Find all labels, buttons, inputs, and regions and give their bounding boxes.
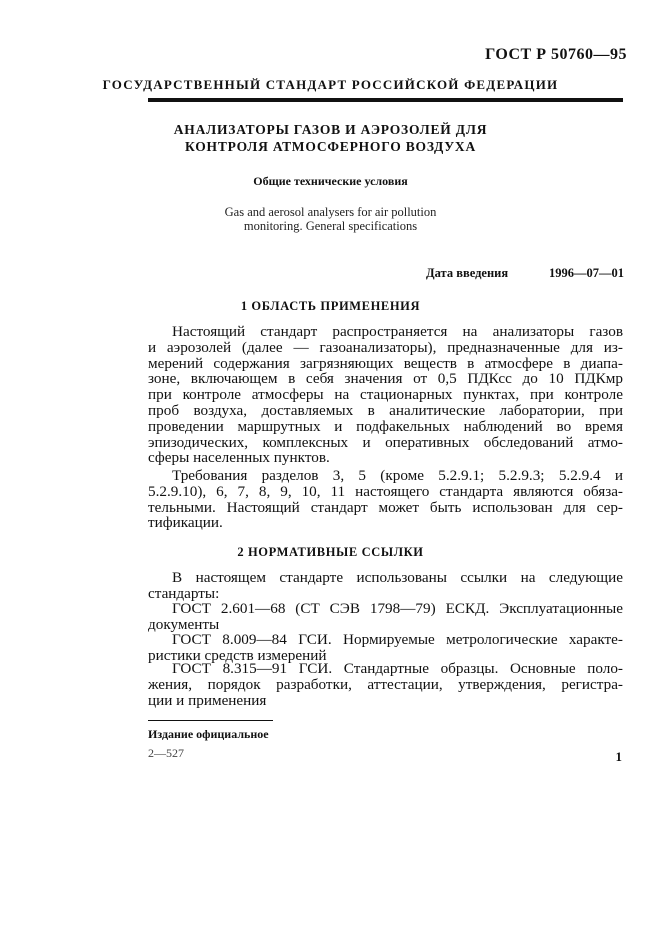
reference-gost-8-009	[148, 632, 623, 664]
text-line: сферы населенных пунктов.	[148, 449, 330, 467]
text-line: проб воздуха, доставляемых в аналитические лаборатории, при	[148, 401, 623, 419]
text-line: Настоящий стандарт распространяется на анализаторы газов	[172, 323, 623, 340]
text-line: мерений содержания загрязняющих веществ в атмосфере в диапа-	[148, 354, 623, 372]
text-line: при контроле атмосферы на стационарных пунктах, при контроле	[148, 386, 623, 404]
text-line: тификации.	[148, 514, 223, 532]
order-number: 2—527	[148, 746, 184, 760]
text-line: ГОСТ 8.315—91 ГСИ. Стандартные образцы. Основные поло-	[172, 660, 623, 677]
edition-label: Издание официальное	[148, 727, 269, 741]
english-title-line: Gas and aerosol analysers for air pollution	[224, 205, 437, 219]
text-line: ристики средств измерений	[148, 646, 327, 664]
text-line: документы	[148, 615, 220, 633]
text-line: тельными. Настоящий стандарт может быть использован для сер-	[148, 498, 623, 516]
text-line: Требования разделов 3, 5 (кроме 5.2.9.1; 5.2.9.3; 5.2.9.4 и	[172, 467, 623, 484]
text-line: ГОСТ 2.601—68 (СТ СЭВ 1798—79) ЕСКД. Эксплуатационные	[172, 600, 623, 617]
intro-date: 1996—07—01	[549, 266, 624, 280]
text-line: В настоящем стандарте использованы ссылки на следующие	[172, 569, 623, 586]
text-line: 5.2.9.10), 6, 7, 8, 9, 10, 11 настоящего стандарта являются обяза-	[148, 482, 623, 500]
section-2-heading: 2 НОРМАТИВНЫЕ ССЫЛКИ	[237, 545, 424, 559]
section-1-heading: 1 ОБЛАСТЬ ПРИМЕНЕНИЯ	[240, 299, 421, 313]
text-line: и аэрозолей (далее — газоанализаторы), предназначенные для из-	[148, 338, 623, 356]
reference-gost-2-601	[148, 601, 623, 633]
text-line: ГОСТ 8.009—84 ГСИ. Нормируемые метрологические характе-	[172, 631, 623, 648]
header-divider	[148, 98, 623, 102]
text-line: стандарты:	[148, 584, 220, 602]
document-title-line: КОНТРОЛЯ АТМОСФЕРНОГО ВОЗДУХА	[184, 139, 477, 154]
document-title	[0, 121, 661, 155]
document-subtitle: Общие технические условия	[253, 174, 408, 188]
section-1-paragraph-2	[148, 468, 623, 531]
document-code: ГОСТ Р 50760—95	[485, 46, 627, 63]
footer-divider	[148, 720, 273, 721]
reference-gost-8-315	[148, 661, 623, 708]
text-line: эпизодических, комплексных и оперативных обследований атмо-	[148, 433, 623, 451]
text-line: проведении маршрутных и подфакельных наблюдений во время	[148, 417, 623, 435]
english-title-line: monitoring. General specifications	[243, 219, 418, 233]
text-line: зоне, включающем в себя значения от 0,5 ПДКсс до 10 ПДКмр	[148, 370, 623, 388]
page-number: 1	[615, 749, 622, 764]
english-title	[0, 205, 661, 233]
text-line: жения, порядок разработки, аттестации, утверждения, регистра-	[148, 675, 623, 693]
section-2-paragraph-1	[148, 570, 623, 602]
standard-title: ГОСУДАРСТВЕННЫЙ СТАНДАРТ РОССИЙСКОЙ ФЕДЕРАЦИИ	[102, 77, 559, 92]
document-title-line: АНАЛИЗАТОРЫ ГАЗОВ И АЭРОЗОЛЕЙ ДЛЯ	[173, 122, 488, 137]
intro-date-label: Дата введения	[426, 266, 509, 280]
text-line: ции и применения	[148, 691, 267, 709]
section-1-paragraph-1	[148, 324, 623, 466]
